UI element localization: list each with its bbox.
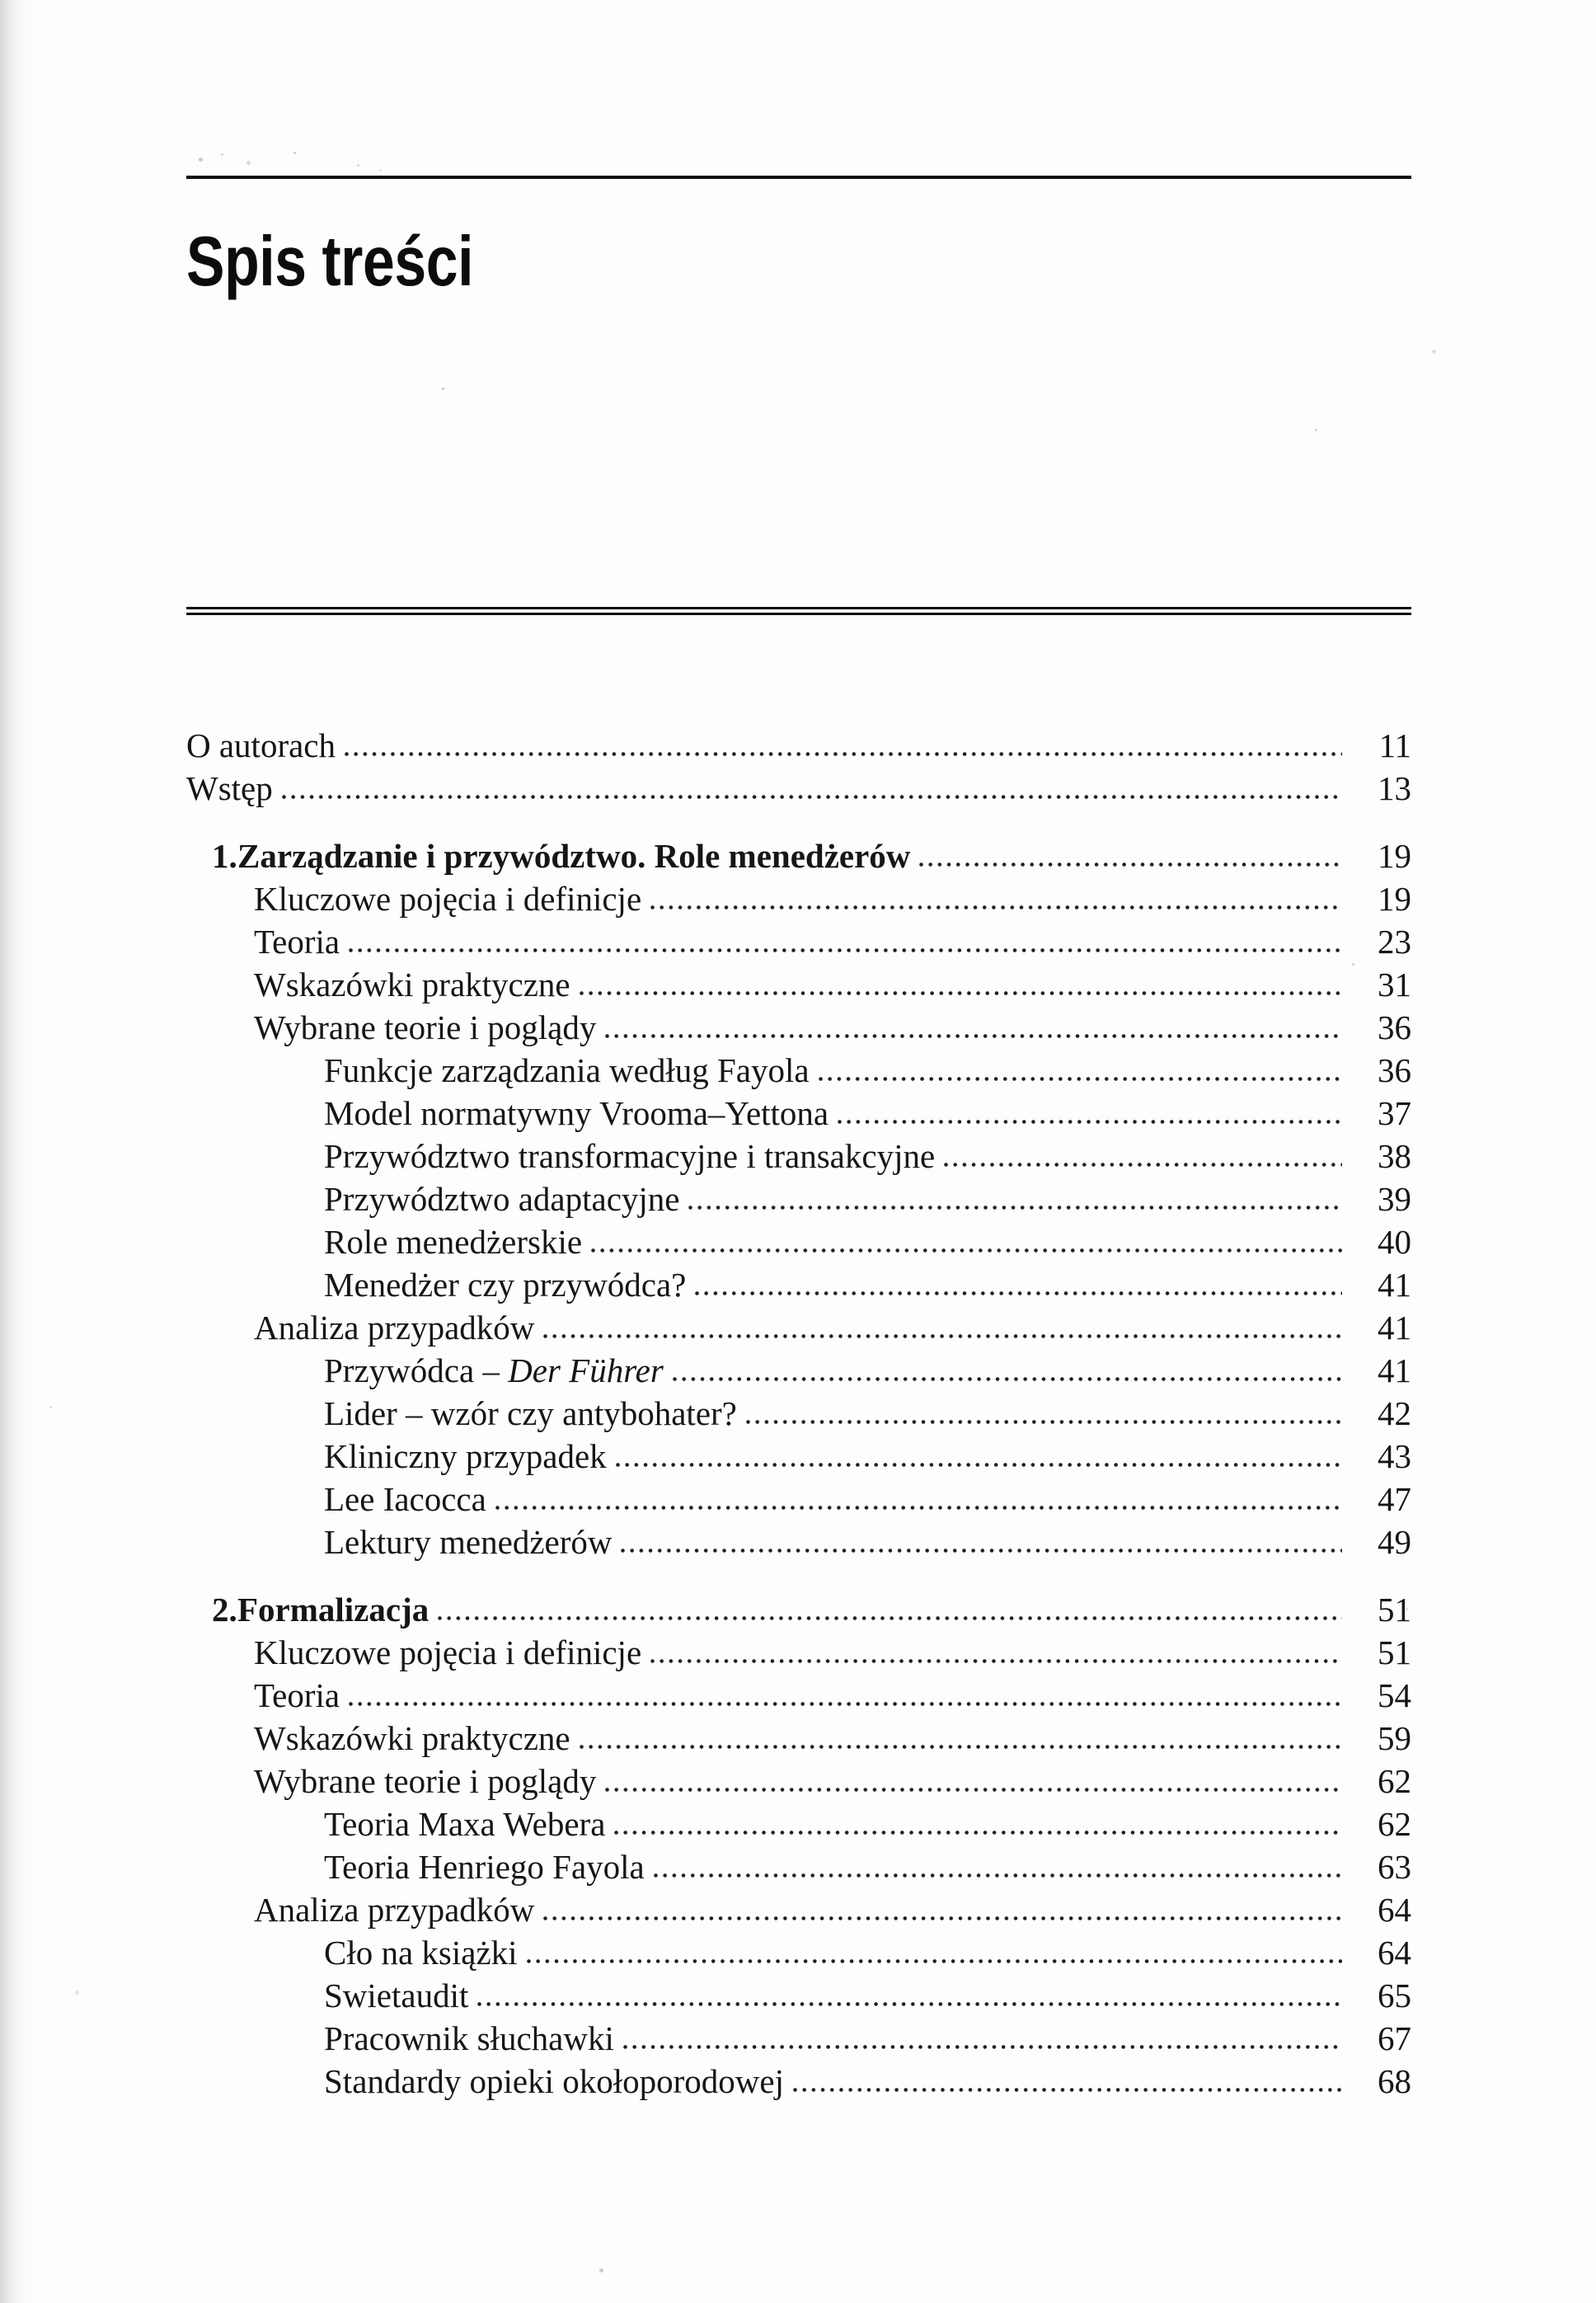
chapter-number: 1. — [212, 837, 237, 875]
toc-entry-label: Teoria Henriego Fayola — [324, 1848, 645, 1886]
toc-entry — [186, 1351, 1411, 1394]
toc-entry — [186, 1933, 1411, 1976]
toc-entry-page: 54 — [1378, 1676, 1411, 1714]
toc-entry-label: Model normatywny Vrooma–Yettona — [324, 1094, 829, 1132]
top-rule — [186, 176, 1411, 179]
toc-entry-page: 11 — [1378, 726, 1411, 764]
toc-entry-page: 31 — [1378, 966, 1411, 1003]
toc-entry-label: Teoria — [254, 923, 340, 961]
toc-entry — [186, 1804, 1411, 1847]
toc-entry — [186, 1050, 1411, 1093]
leader-dots — [792, 2087, 1342, 2093]
toc-entry-page: 13 — [1378, 769, 1411, 807]
toc-entry-label: Przywódca – Der Führer — [324, 1351, 664, 1389]
toc-entry-label: Wskazówki praktyczne — [254, 966, 570, 1003]
toc-entry-page: 68 — [1378, 2062, 1411, 2100]
leader-dots — [348, 947, 1342, 953]
toc-entry-label: Przywództwo transformacyjne i transakcyjne — [324, 1137, 936, 1175]
toc-entry-page: 41 — [1378, 1351, 1411, 1389]
toc-entry — [186, 1522, 1411, 1565]
toc-entry — [186, 1179, 1411, 1222]
toc-entry-page: 51 — [1378, 1633, 1411, 1671]
toc-entry-label: Funkcje zarządzania według Fayola — [324, 1051, 810, 1089]
leader-dots — [437, 1615, 1342, 1621]
toc-entry — [186, 1136, 1411, 1179]
toc-entry-label: Kliniczny przypadek — [324, 1437, 607, 1475]
toc-entry — [186, 1093, 1411, 1136]
toc-entry-page: 42 — [1378, 1394, 1411, 1432]
toc-entry-label: Przywództwo adaptacyjne — [324, 1180, 680, 1218]
toc-entry-page: 49 — [1378, 1523, 1411, 1561]
leader-dots — [495, 1505, 1342, 1511]
toc-entry-label: Cło na książki — [324, 1934, 518, 1972]
leader-dots — [476, 2001, 1342, 2007]
leader-dots — [918, 862, 1342, 867]
toc-entry-page: 63 — [1378, 1848, 1411, 1886]
toc-entry-label: Standardy opieki okołoporodowej — [324, 2062, 784, 2100]
toc-entry-page: 64 — [1378, 1891, 1411, 1929]
leader-dots — [818, 1076, 1342, 1082]
leader-dots — [688, 1205, 1342, 1210]
leader-dots — [694, 1290, 1342, 1296]
toc-entry — [186, 1976, 1411, 2019]
toc-entry — [186, 1308, 1411, 1351]
toc-entry-label: Wskazówki praktyczne — [254, 1719, 570, 1757]
leader-dots — [344, 751, 1342, 757]
toc-entry-page: 65 — [1378, 1976, 1411, 2014]
chapter-number: 2. — [212, 1591, 237, 1629]
toc-entry-label: Swietaudit — [324, 1976, 469, 2014]
toc-entry-page: 36 — [1378, 1008, 1411, 1046]
toc-entry-page: 62 — [1378, 1762, 1411, 1800]
scan-edge-shading — [0, 0, 38, 2303]
toc-entry-label: Lektury menedżerów — [324, 1523, 613, 1561]
toc-entry — [186, 1718, 1411, 1761]
toc-entry — [186, 922, 1411, 965]
toc-entry-page: 19 — [1378, 837, 1411, 875]
page-title: Spis treści — [186, 223, 474, 301]
leader-dots — [613, 1830, 1342, 1835]
leader-dots — [653, 1873, 1342, 1878]
toc-entry-label: Wybrane teorie i poglądy — [254, 1008, 597, 1046]
toc-entry — [186, 1847, 1411, 1890]
toc-entry — [186, 726, 1411, 768]
toc-entry-label: Kluczowe pojęcia i definicje — [254, 1633, 642, 1671]
toc-entry-label: Pracownik słuchawki — [324, 2019, 614, 2057]
leader-dots — [837, 1119, 1342, 1125]
toc-entry — [186, 1436, 1411, 1479]
toc-entry-page: 59 — [1378, 1719, 1411, 1757]
leader-dots — [590, 1248, 1342, 1253]
toc-entry-label: Analiza przypadków — [254, 1309, 535, 1347]
toc-entry-page: 39 — [1378, 1180, 1411, 1218]
leader-dots — [579, 990, 1342, 996]
toc-entry-page: 19 — [1378, 880, 1411, 918]
toc-entry — [186, 2019, 1411, 2061]
toc-entry-label: Kluczowe pojęcia i definicje — [254, 880, 642, 918]
toc-entry-chapter — [186, 836, 1411, 879]
leader-dots — [672, 1376, 1342, 1382]
toc-entry-label: O autorach — [186, 726, 336, 764]
toc-entry — [186, 1479, 1411, 1522]
toc-entry — [186, 1761, 1411, 1804]
leader-dots — [650, 1658, 1342, 1664]
double-rule — [186, 607, 1411, 615]
toc-entry — [186, 768, 1411, 811]
toc-entry — [186, 1890, 1411, 1933]
scan-noise — [0, 0, 2, 2]
leader-dots — [615, 1462, 1342, 1468]
toc-entry-label: Formalizacja — [237, 1591, 430, 1629]
toc-entry — [186, 1008, 1411, 1050]
toc-entry-page: 62 — [1378, 1805, 1411, 1843]
leader-dots — [604, 1787, 1342, 1793]
toc-entry — [186, 1265, 1411, 1308]
toc-entry — [186, 965, 1411, 1008]
toc-entry-page: 38 — [1378, 1137, 1411, 1175]
toc-entry — [186, 1676, 1411, 1718]
toc-list — [186, 726, 1411, 2104]
leader-dots — [943, 1162, 1342, 1168]
leader-dots — [620, 1548, 1342, 1553]
toc-entry — [186, 879, 1411, 922]
toc-entry-label-italic: Der Führer — [508, 1351, 664, 1389]
toc-entry-page: 37 — [1378, 1094, 1411, 1132]
leader-dots — [622, 2044, 1342, 2050]
toc-entry-page: 36 — [1378, 1051, 1411, 1089]
toc-entry — [186, 1633, 1411, 1676]
toc-entry-label: Wstęp — [186, 769, 273, 807]
toc-entry-page: 41 — [1378, 1266, 1411, 1304]
leader-dots — [542, 1333, 1342, 1339]
toc-entry-page: 47 — [1378, 1480, 1411, 1518]
toc-entry-label: Teoria Maxa Webera — [324, 1805, 606, 1843]
toc-entry-page: 23 — [1378, 923, 1411, 961]
leader-dots — [542, 1915, 1342, 1921]
toc-entry-page: 51 — [1378, 1591, 1411, 1629]
toc-entry-label: Lee Iacocca — [324, 1480, 486, 1518]
leader-dots — [650, 905, 1342, 910]
toc-entry-page: 64 — [1378, 1934, 1411, 1972]
leader-dots — [604, 1033, 1342, 1039]
leader-dots — [579, 1744, 1342, 1750]
toc-entry-chapter — [186, 1590, 1411, 1633]
toc-entry-label: Zarządzanie i przywództwo. Role menedżerów — [237, 837, 911, 875]
toc-entry — [186, 1222, 1411, 1265]
toc-entry — [186, 1394, 1411, 1436]
toc-entry — [186, 2061, 1411, 2104]
leader-dots — [281, 794, 1342, 800]
toc-entry-label: Lider – wzór czy antybohater? — [324, 1394, 737, 1432]
toc-entry-label: Role menedżerskie — [324, 1223, 583, 1261]
toc-entry-label: Analiza przypadków — [254, 1891, 535, 1929]
toc-entry-label: Menedżer czy przywódca? — [324, 1266, 687, 1304]
leader-dots — [745, 1419, 1342, 1425]
leader-dots — [526, 1958, 1342, 1964]
leader-dots — [348, 1701, 1342, 1707]
toc-entry-label: Teoria — [254, 1676, 340, 1714]
toc-entry-page: 41 — [1378, 1309, 1411, 1347]
toc-entry-page: 43 — [1378, 1437, 1411, 1475]
toc-entry-page: 40 — [1378, 1223, 1411, 1261]
toc-entry-page: 67 — [1378, 2019, 1411, 2057]
toc-entry-label: Wybrane teorie i poglądy — [254, 1762, 597, 1800]
